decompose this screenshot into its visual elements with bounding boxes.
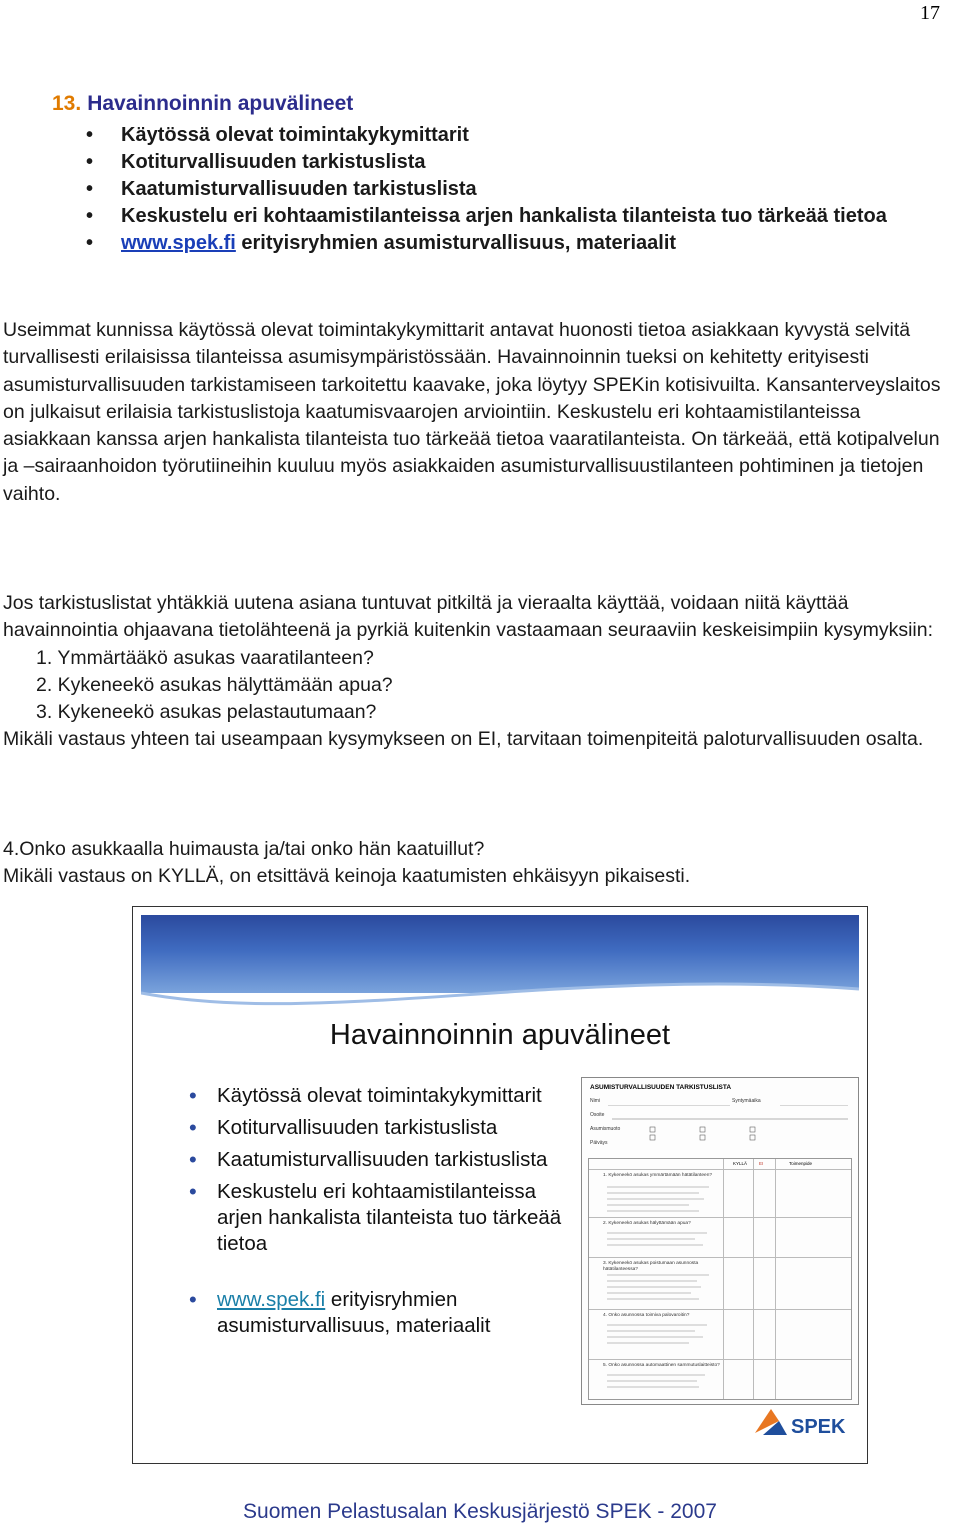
slide-list-item-link — [189, 1287, 569, 1339]
slide-list-item: • Käytössä olevat toimintakykymittarit — [189, 1083, 569, 1109]
slide-spek-link[interactable]: www.spek.fi — [217, 1288, 326, 1311]
slide-image — [132, 906, 868, 1464]
question-4-followup: Mikäli vastaus on KYLLÄ, on etsittävä keinoja kaatumisten ehkäisyyn pikaisesti. — [3, 865, 691, 888]
spek-link[interactable]: www.spek.fi — [121, 232, 236, 254]
form-question: 2. Kykeneekö asukas hälyttämään apua? — [603, 1221, 691, 1226]
question-4: 4.Onko asukkaalla huimausta ja/tai onko hän kaatuillut? — [3, 838, 485, 860]
spek-logo-mark — [749, 1403, 859, 1443]
link-description: erityisryhmien asumisturvallisuus, materiaalit — [235, 232, 677, 254]
form-title: ASUMISTURVALLISUUDEN TARKISTUSLISTA — [590, 1084, 732, 1091]
slide-list-item: • Kaatumisturvallisuuden tarkistuslista — [189, 1147, 569, 1173]
form-question: 3. Kykeneekö asukas poistumaan asunnosta hätätilanteessa? — [603, 1261, 699, 1272]
form-question: 5. Onko asunnossa automaattinen sammutuslaitteisto? — [603, 1363, 720, 1368]
spek-logo — [749, 1403, 859, 1443]
form-field: Nimi — [590, 1098, 600, 1104]
checklist-form-thumbnail — [581, 1077, 859, 1405]
question-item: 1. Ymmärtääkö asukas vaaratilanteen? — [36, 646, 374, 669]
list-item-link — [86, 230, 936, 257]
page-number: 17 — [920, 2, 940, 24]
form-text-lines — [599, 1183, 719, 1397]
slide-link-description: erityisryhmien asumisturvallisuus, materiaalit — [217, 1288, 491, 1337]
question-item: 3. Kykeneekö asukas pelastautumaan? — [36, 701, 377, 724]
form-col-header: KYLLÄ — [733, 1161, 748, 1166]
list-item: • Kotiturvallisuuden tarkistuslista — [86, 149, 936, 176]
form-field: Osoite — [590, 1112, 605, 1118]
form-field: Syntymäaika — [732, 1098, 761, 1104]
list-item: • Kaatumisturvallisuuden tarkistuslista — [86, 176, 936, 203]
paragraph-3 — [3, 836, 953, 891]
slide-bullet-list — [189, 1083, 569, 1345]
form-lines-graphic — [590, 1105, 852, 1149]
page-footer: Suomen Pelastusalan Keskusjärjestö SPEK - 2007 — [243, 1500, 717, 1523]
paragraph-1: Useimmat kunnissa käytössä olevat toimintakykymittarit antavat huonosti tietoa asiakkaan kyvystä selvitä turvallisesti erilaisissa tilanteissa asumisympäristössään. Havainnoinnin tueksi on kehitetty erityisesti asumisturvallisuuden tarkistamiseen tarkoitettu kaavake, joka löytyy SPEKin kotisivuilta. Kansanterveyslaitos on julkaisut erilaisia tarkistuslistoja kaatumisvaarojen arviointiin. Keskustelu eri kohtaamistilanteissa asiakkaan kanssa arjen hankalista tilanteista tuo tärkeää tietoa vaaratilanteista. On tärkeää, että kotipalvelun ja –sairaanhoidon työrutiineihin kuuluu myös asiakkaiden asumisturvallisuustilanteen pohtiminen ja tietojen vaihto. — [3, 319, 941, 505]
paragraph-2 — [3, 590, 953, 754]
form-field: Asumismuoto — [590, 1126, 621, 1132]
slide-list-item: • Kotiturvallisuuden tarkistuslista — [189, 1115, 569, 1141]
svg-text:SPEK: SPEK — [791, 1416, 846, 1438]
list-item: • Käytössä olevat toimintakykymittarit — [86, 122, 936, 149]
section-heading — [52, 92, 353, 116]
slide-title: Havainnoinnin apuvälineet — [329, 1019, 671, 1051]
question-item: 2. Kykeneekö asukas hälyttämään apua? — [36, 673, 393, 696]
form-col-header: EI — [759, 1161, 764, 1166]
form-col-header: Toimenpide — [789, 1161, 813, 1166]
list-item: • Keskustelu eri kohtaamistilanteissa arjen hankalista tilanteista tuo tärkeää tietoa — [86, 203, 936, 230]
section-number: 13. — [52, 92, 82, 115]
slide-list-item: • Keskustelu eri kohtaamistilanteissa arjen hankalista tilanteista tuo tärkeää tietoa — [189, 1179, 569, 1257]
paragraph-2-outro: Mikäli vastaus yhteen tai useampaan kysymykseen on EI, tarvitaan toimenpiteitä paloturvallisuuden osalta. — [3, 728, 924, 751]
form-question: 4. Onko asunnossa toimiva palovaroitin? — [603, 1313, 690, 1318]
form-table — [588, 1158, 852, 1400]
paragraph-2-intro: Jos tarkistuslistat yhtäkkiä uutena asiana tuntuvat pitkiltä ja vieraalta käyttää, voidaan niitä käyttää havainnointia ohjaavana tietolähteenä ja pyrkiä kuitenkin vastaamaan seuraaviin keskeisimpiin kysymyksiin: — [3, 592, 934, 642]
section-title: Havainnoinnin apuvälineet — [87, 92, 354, 115]
slide-wave-graphic — [141, 967, 859, 1027]
form-question: 1. Kykeneekö asukas ymmärtämään hätätilanteen? — [603, 1173, 713, 1178]
tools-list — [86, 122, 936, 257]
form-field: Päiväys — [590, 1140, 608, 1146]
